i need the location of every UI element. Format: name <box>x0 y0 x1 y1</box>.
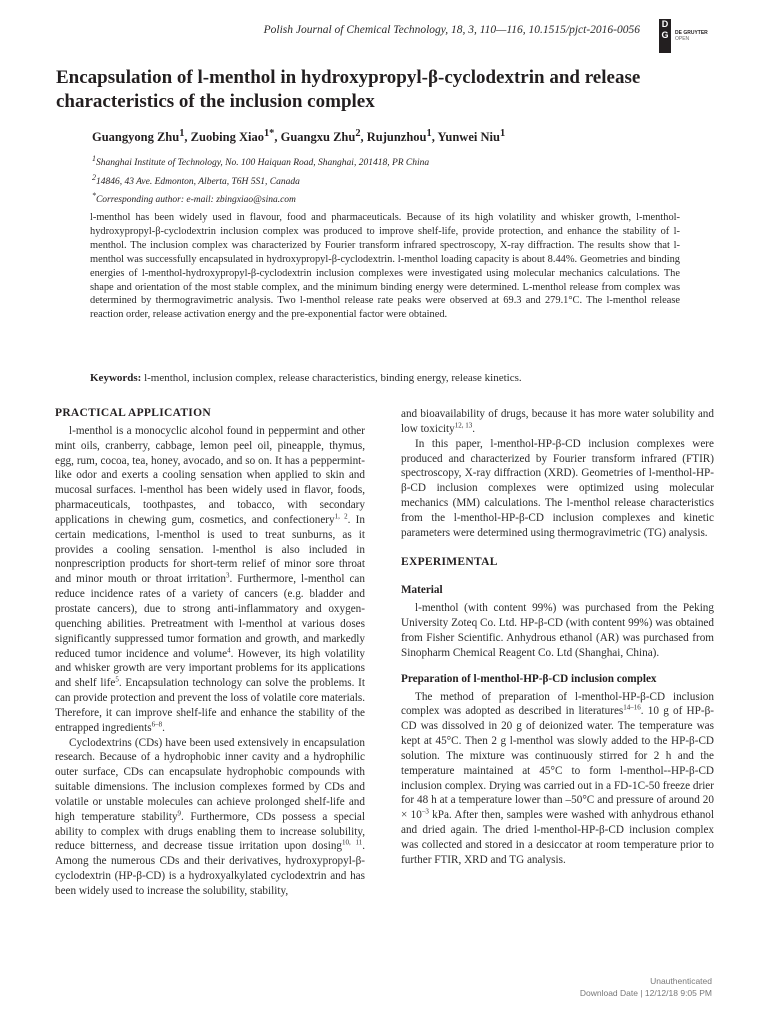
publisher-sub-text: OPEN <box>675 36 690 42</box>
publisher-name-text: DE GRUYTER <box>675 30 708 36</box>
article-title: Encapsulation of l-menthol in hydroxypropyl-β-cyclodextrin and release characteristics of the inclusion complex <box>56 67 641 112</box>
author-sup: 1* <box>263 128 275 139</box>
paragraph-text: kPa. After then, samples were washed with anhydrous ethanol and dried again. The dried l-menthol-HP-β-CD inclusion complex was collected and stored in a desiccator at room temperature prior to further FTIR, XRD and TG analysis. <box>401 809 714 866</box>
paragraph-practical-1 <box>55 424 365 736</box>
citation: 5 <box>115 675 119 684</box>
paragraph-text: . Encapsulation technology can solve the problems. It can provide protection and prevent the loss of volatile core materials. Therefore, it can improve shelf-life and enhance the stability of the entrapped ingredients <box>55 677 365 734</box>
affiliation-sup: 1 <box>92 154 96 163</box>
paragraph-text: . <box>162 721 165 734</box>
affiliations <box>92 152 429 208</box>
subsection-heading-material: Material <box>401 584 443 597</box>
paragraph-preparation <box>401 690 714 868</box>
section-heading-experimental: EXPERIMENTAL <box>401 555 498 568</box>
author-sup: 1 <box>426 128 432 139</box>
paragraph-text: . <box>472 422 476 435</box>
paragraph-text: . 10 g of HP-β-CD was dissolved in 20 g of deionized water. The temperature was kept at 45°C. Then 2 g l-menthol was slowly added to the HP-β-CD solution. The mixture was continuously stirred for 2 h and the temperature maintained at 45°C to form l-menthol--HP-β-CD inclusion complex. Drying was carried out in a FD-1C-50 freeze drier for 48 h at a temperature lower than –50°C and pressure of around 20 × 10 <box>401 705 715 822</box>
citation: 9 <box>177 809 182 818</box>
paragraph-text: and bioavailability of drugs, because it has more water solubility and low toxicity <box>401 408 714 435</box>
paragraph-text: . Furthermore, CDs possess a special ability to complex with drugs enabling them to increase solubility, reduce bitterness, and decrease tissue irritation upon dosing <box>55 810 365 853</box>
affiliation-sup: 2 <box>92 172 96 182</box>
section-heading-practical-application: PRACTICAL APPLICATION <box>55 407 211 419</box>
author-sup: 1 <box>179 128 185 139</box>
author-name: Zuobing Xiao <box>190 130 264 145</box>
author-name: Guangxu Zhu <box>280 130 356 145</box>
author-name: Yunwei Niu <box>437 130 500 145</box>
paragraph-text: . Furthermore, l-menthol can reduce incidence rates of a variety of cancers (e.g. bladder and prostate cancers), due to strong anti-inflammatory and oxygen-quenching abilities. Pretreatment with l-menthol at various doses significantly suppressed tumor formation and growth, and markedly reduced tumor incidence and volume <box>55 573 365 660</box>
affiliation-line <box>92 171 429 190</box>
paragraph-text: The method of preparation of l-menthol-HP-β-CD inclusion complex was adopted as described in literatures <box>401 690 714 718</box>
paragraph-intro: In this paper, l-menthol-HP-β-CD inclusion complexes were produced and characterized by Fourier transform infrared (FTIR) spectroscopy, X-ray diffraction (XRD). Geometries of l-menthol-HP-β-CD inclusion complexes were optimized using molecular mechanics (MM) calculations. The l-menthol release characteristics from the l-menthol-HP-β-CD inclusion complexes and kinetic parameters were determined using thermogravimetric (TG) analysis. <box>401 437 714 539</box>
footer-unauthenticated: Unauthenticated <box>650 976 712 986</box>
logo-letter-g: G <box>661 30 669 40</box>
spacer <box>401 661 714 672</box>
citation: 12, 13 <box>454 421 473 430</box>
paragraph-practical-2 <box>55 736 365 899</box>
download-footer <box>580 975 712 999</box>
publisher-name <box>675 30 708 42</box>
citation: 10, 11 <box>342 838 363 847</box>
author-sup: 2 <box>355 128 361 139</box>
keywords-label: Keywords: <box>90 372 142 384</box>
citation: 14–16 <box>623 703 641 712</box>
affiliation-text: Shanghai Institute of Technology, No. 100 Haiquan Road, Shanghai, 201418, PR China <box>95 158 430 169</box>
author-sup: 1 <box>499 128 506 139</box>
paragraph-text: . In certain medications, l-menthol is used to treat sunburns, as it provides a cooling sensation. l-menthol is also included in nonprescription products for short-term relief of minor sore throat and minor mouth or throat irritation <box>55 513 365 586</box>
publisher-logo-icon <box>659 19 671 53</box>
paragraph-material: l-menthol (with content 99%) was purchased from the Peking University Zoteq Co. Ltd. HP-β-CD (with content 99%) was obtained from Fisher Scientific. Anhydrous ethanol (AR) was purchased from Sinopharm Chemical Reagent Co. Ltd (Shanghai, China). <box>401 602 714 659</box>
keywords <box>90 372 690 384</box>
affiliation-line <box>92 152 429 171</box>
author-name: Guangyong Zhu <box>92 130 180 145</box>
left-column <box>55 406 365 899</box>
footer-download-date: Download Date | 12/12/18 9:05 PM <box>579 988 712 998</box>
affiliation-sup: * <box>92 191 96 201</box>
abstract: l-menthol has been widely used in flavour, food and pharmaceuticals. Because of its high volatility and whisker growth, l-menthol-hydroxypropyl-β-cyclodextrin inclusion complex was produced to improve shelf-life, provide protection, and enhance the stability of l-menthol. The inclusion complex was characterized by Fourier transform infrared spectroscopy, X-ray diffraction. The results show that l-menthol was successfully encapsulated in hydroxypropyl-β-cyclodextrin. l-menthol loading capacity is about 8.44%. Geometries and binding energies of l-menthol-hydroxypropyl-β-cyclodextrin inclusion complexes were investigated using molecular mechanics calculations. The shape and orientation of the most stable complex, and the minimum binding energy were determined. L-menthol release from complex was determined by thermogravimetric analysis. Two l-menthol release rate peaks were observed at 69.3 and 279.1°C. The l-menthol release reaction order, release activation energy and the pre-exponential factor were obtained. <box>90 212 680 321</box>
paragraph-text: . However, its high volatility and whisker growth are very important problems for its applications and shelf life <box>55 647 365 690</box>
spacer <box>401 541 714 555</box>
citation: 4 <box>227 645 231 654</box>
subsection-heading-preparation: Preparation of l-menthol-HP-β-CD inclusion complex <box>401 672 657 685</box>
citation: 1, 2 <box>334 512 348 521</box>
keywords-text: l-menthol, inclusion complex, release characteristics, binding energy, release kinetics. <box>144 372 522 384</box>
paragraph-text: l-menthol is a monocyclic alcohol found in peppermint and other mint oils, cranberry, cabbage, lemon peel oil, pineapple, thymus, egg, rum, cocoa, tea, honey, avocado, and so on. It has a peppermint-like odor and exerts a cooling sensation when applied to skin and mucosal surfaces. l-menthol has been widely used in flavor, foods, pharmaceuticals, toothpastes, and tobacco, with secondary applications in chewing gum, cosmetics, and confectionery <box>55 424 365 526</box>
citation: 3 <box>225 571 230 580</box>
author-list: Guangyong Zhu$^1$, Zuobing Xiao$^{1*}$, Guangxu Zhu$^2$, Rujunzhou$^1$, Yunwei Niu$^1$ <box>92 128 506 145</box>
affiliation-text: Corresponding author: e-mail: zbingxiao@sina.com <box>95 195 296 206</box>
exponent: –3 <box>421 807 429 816</box>
paragraph-continued <box>401 407 714 437</box>
citation: 6–8 <box>151 719 163 728</box>
logo-letter-d: D <box>661 19 669 29</box>
spacer <box>401 572 714 583</box>
paragraph-text: . Among the numerous CDs and their derivatives, hydroxypropyl-β-cyclodextrin (HP-β-CD) is a hydroxyalkylated cyclodextrin and has been widely used to increase the solubility, stability, <box>55 840 365 897</box>
paragraph-text: Cyclodextrins (CDs) have been used extensively in encapsulation research. Because of a hydrophobic inner cavity and a hydrophilic outer surface, CDs can encapsulate hydrophobic compounds with suitable dimensions. The inclusion complexes formed by CDs and volatile or unstable molecules can achieve prolonged shelf-life and high temperature stability <box>55 736 365 823</box>
right-column <box>401 407 714 868</box>
affiliation-line <box>92 189 429 208</box>
author-name: Rujunzhou <box>366 130 427 145</box>
affiliation-text: 14846, 43 Ave. Edmonton, Alberta, T6H 5S1, Canada <box>95 176 300 187</box>
running-head: Polish Journal of Chemical Technology, 18, 3, 110—116, 10.1515/pjct-2016-0056 <box>263 24 640 36</box>
